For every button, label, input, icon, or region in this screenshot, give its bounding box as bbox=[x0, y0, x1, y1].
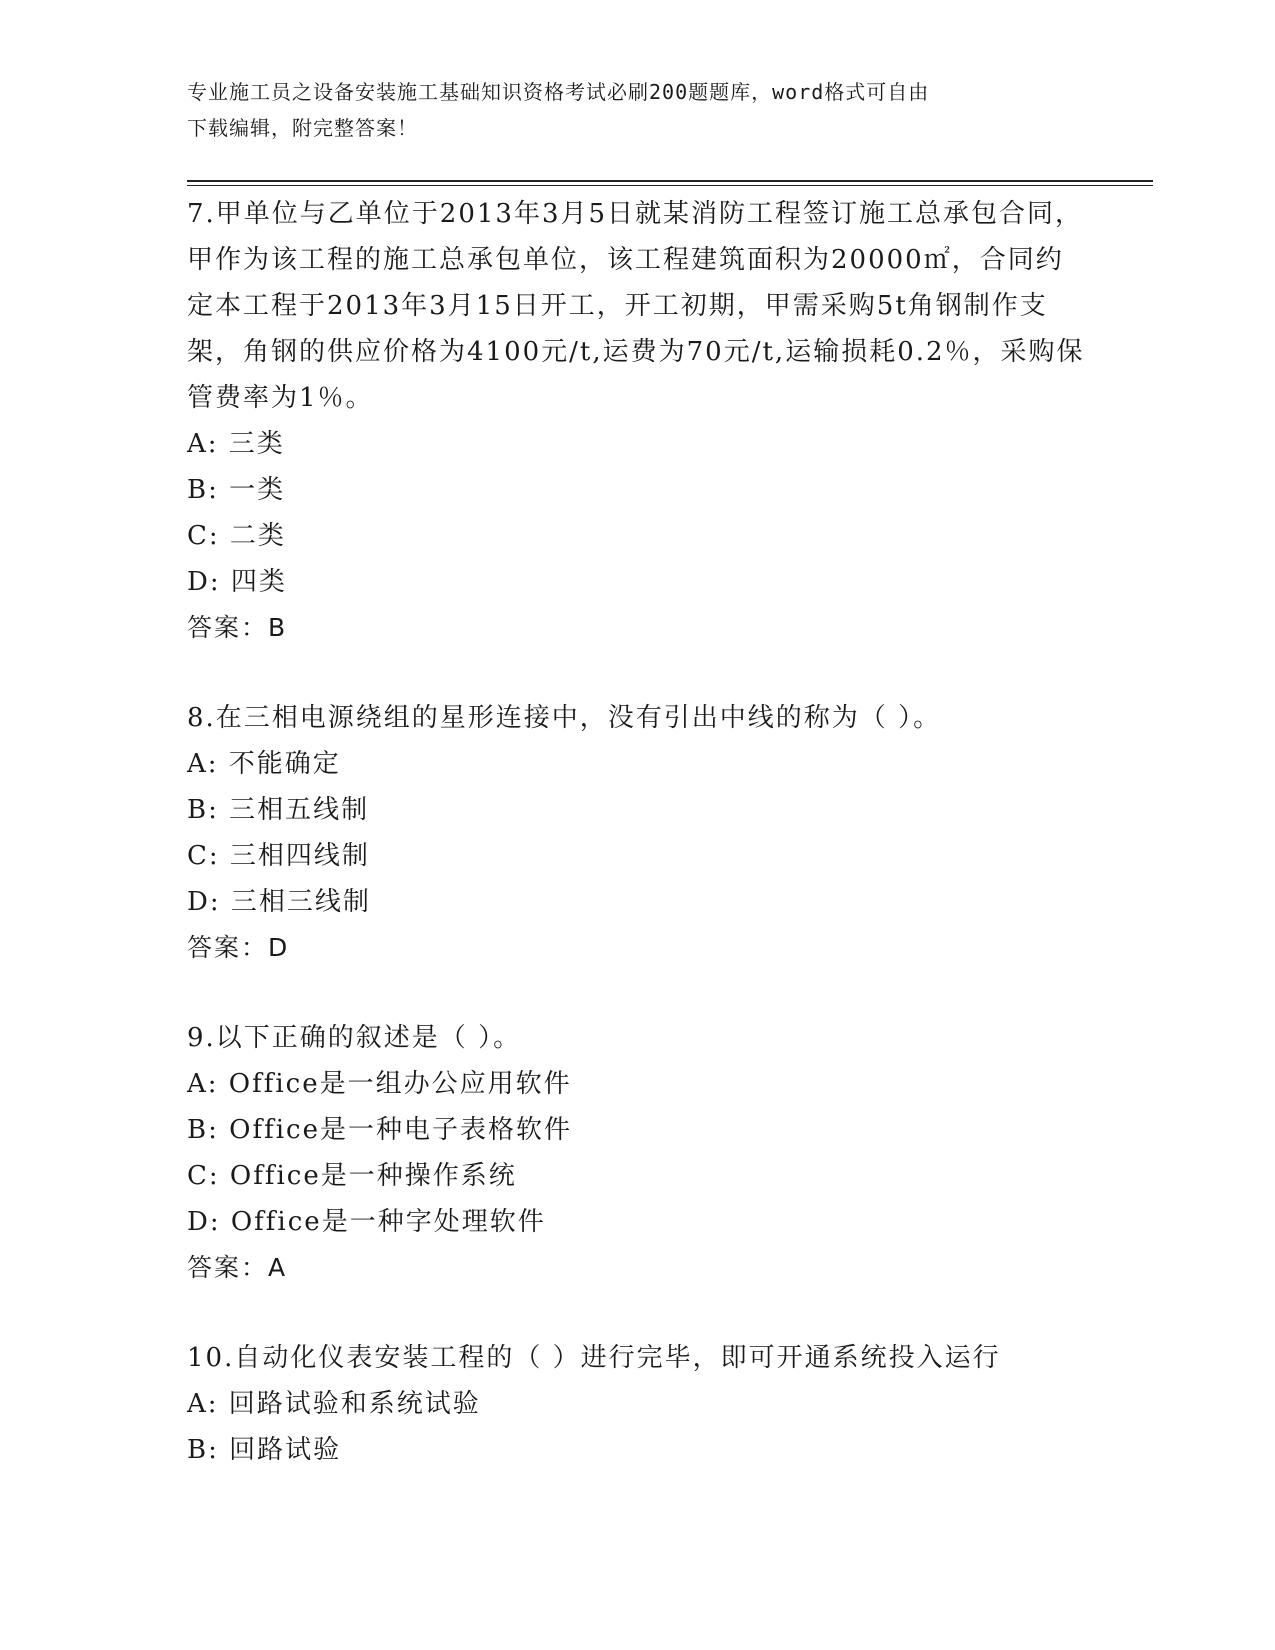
option-b: B: 回路试验 bbox=[187, 1435, 342, 1465]
question-10 bbox=[187, 1335, 1087, 1473]
option-c: C: Office是一种操作系统 bbox=[187, 1161, 517, 1191]
option-d: D: Office是一种字处理软件 bbox=[187, 1207, 546, 1237]
question-7 bbox=[187, 191, 1087, 651]
question-text: 7.甲单位与乙单位于2013年3月5日就某消防工程签订施工总承包合同，甲作为该工程的施工总承包单位，该工程建筑面积为20000㎡，合同约定本工程于2013年3月15日开工，开工初期，甲需采购5t角钢制作支架，角钢的供应价格为4100元/t,运费为70元/t,运输损耗0.2％，采购保管费率为1％。 bbox=[187, 199, 1085, 413]
option-a: A: 不能确定 bbox=[187, 749, 341, 779]
header-line-1: 专业施工员之设备安装施工基础知识资格考试必刷200题题库，word格式可自由 bbox=[187, 80, 930, 104]
option-b: B: Office是一种电子表格软件 bbox=[187, 1115, 572, 1145]
answer: 答案：B bbox=[187, 613, 288, 642]
question-8 bbox=[187, 695, 1087, 971]
header-line-2: 下载编辑，附完整答案！ bbox=[187, 116, 418, 140]
option-b: B: 一类 bbox=[187, 475, 286, 505]
question-text: 10.自动化仪表安装工程的（ ）进行完毕，即可开通系统投入运行 bbox=[187, 1343, 1001, 1373]
question-text: 9.以下正确的叙述是（ ）。 bbox=[187, 1023, 522, 1053]
header-divider bbox=[187, 180, 1153, 182]
answer: 答案：D bbox=[187, 933, 290, 962]
question-9 bbox=[187, 1015, 1087, 1291]
question-list bbox=[187, 191, 1087, 1517]
header-divider-thin bbox=[187, 185, 1153, 186]
option-c: C: 三相四线制 bbox=[187, 841, 370, 871]
option-a: A: 回路试验和系统试验 bbox=[187, 1389, 481, 1419]
option-d: D: 四类 bbox=[187, 567, 287, 597]
question-text: 8.在三相电源绕组的星形连接中，没有引出中线的称为（ ）。 bbox=[187, 703, 942, 733]
option-d: D: 三相三线制 bbox=[187, 887, 371, 917]
option-a: A: Office是一组办公应用软件 bbox=[187, 1069, 572, 1099]
option-a: A: 三类 bbox=[187, 429, 285, 459]
document-header bbox=[187, 74, 1067, 146]
answer: 答案：A bbox=[187, 1253, 288, 1282]
option-c: C: 二类 bbox=[187, 521, 286, 551]
option-b: B: 三相五线制 bbox=[187, 795, 370, 825]
